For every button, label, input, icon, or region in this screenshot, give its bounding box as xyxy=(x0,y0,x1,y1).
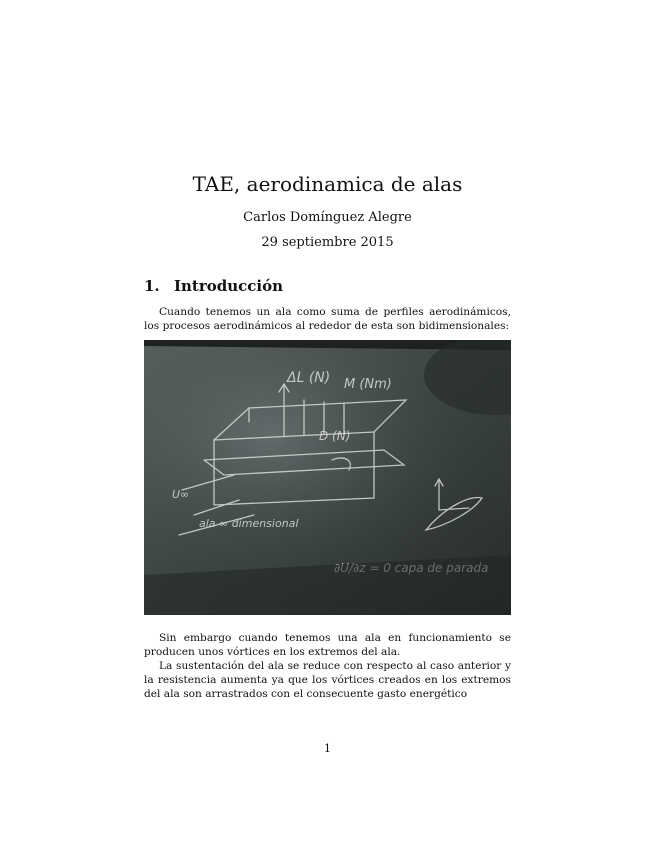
section-heading xyxy=(144,277,283,295)
chalk-label-infinity: U∞ xyxy=(172,488,190,501)
paragraph-lift-reduction: La sustentación del ala se reduce con respecto al caso anterior y la resistencia aumenta ya que los vórtices creados en los extremos del ala son arrastrados con el consecuente gasto energético xyxy=(144,660,511,700)
document-date: 29 septiembre 2015 xyxy=(261,235,394,250)
document-title: TAE, aerodinamica de alas xyxy=(192,172,463,196)
chalk-label-drag: D (N) xyxy=(319,429,351,443)
document-author: Carlos Domínguez Alegre xyxy=(243,210,412,225)
paragraph-intro: Cuando tenemos un ala como suma de perfiles aerodinámicos, los procesos aerodinámicos al rededor de esta son bidimensionales: xyxy=(144,306,511,332)
page-number: 1 xyxy=(324,742,331,755)
section-number: 1. xyxy=(144,277,160,295)
section-title: Introducción xyxy=(174,277,284,295)
chalk-label-moment: M (Nm) xyxy=(344,377,392,392)
paragraph-vortices: Sin embargo cuando tenemos una ala en funcionamiento se producen unos vórtices en los extremos del ala. xyxy=(144,632,511,658)
blackboard-drawing xyxy=(144,340,511,615)
chalk-label-lift: ΔL (N) xyxy=(287,370,331,386)
blackboard-photo xyxy=(144,340,511,615)
chalk-label-wing: ala ∞ dimensional xyxy=(199,517,299,530)
